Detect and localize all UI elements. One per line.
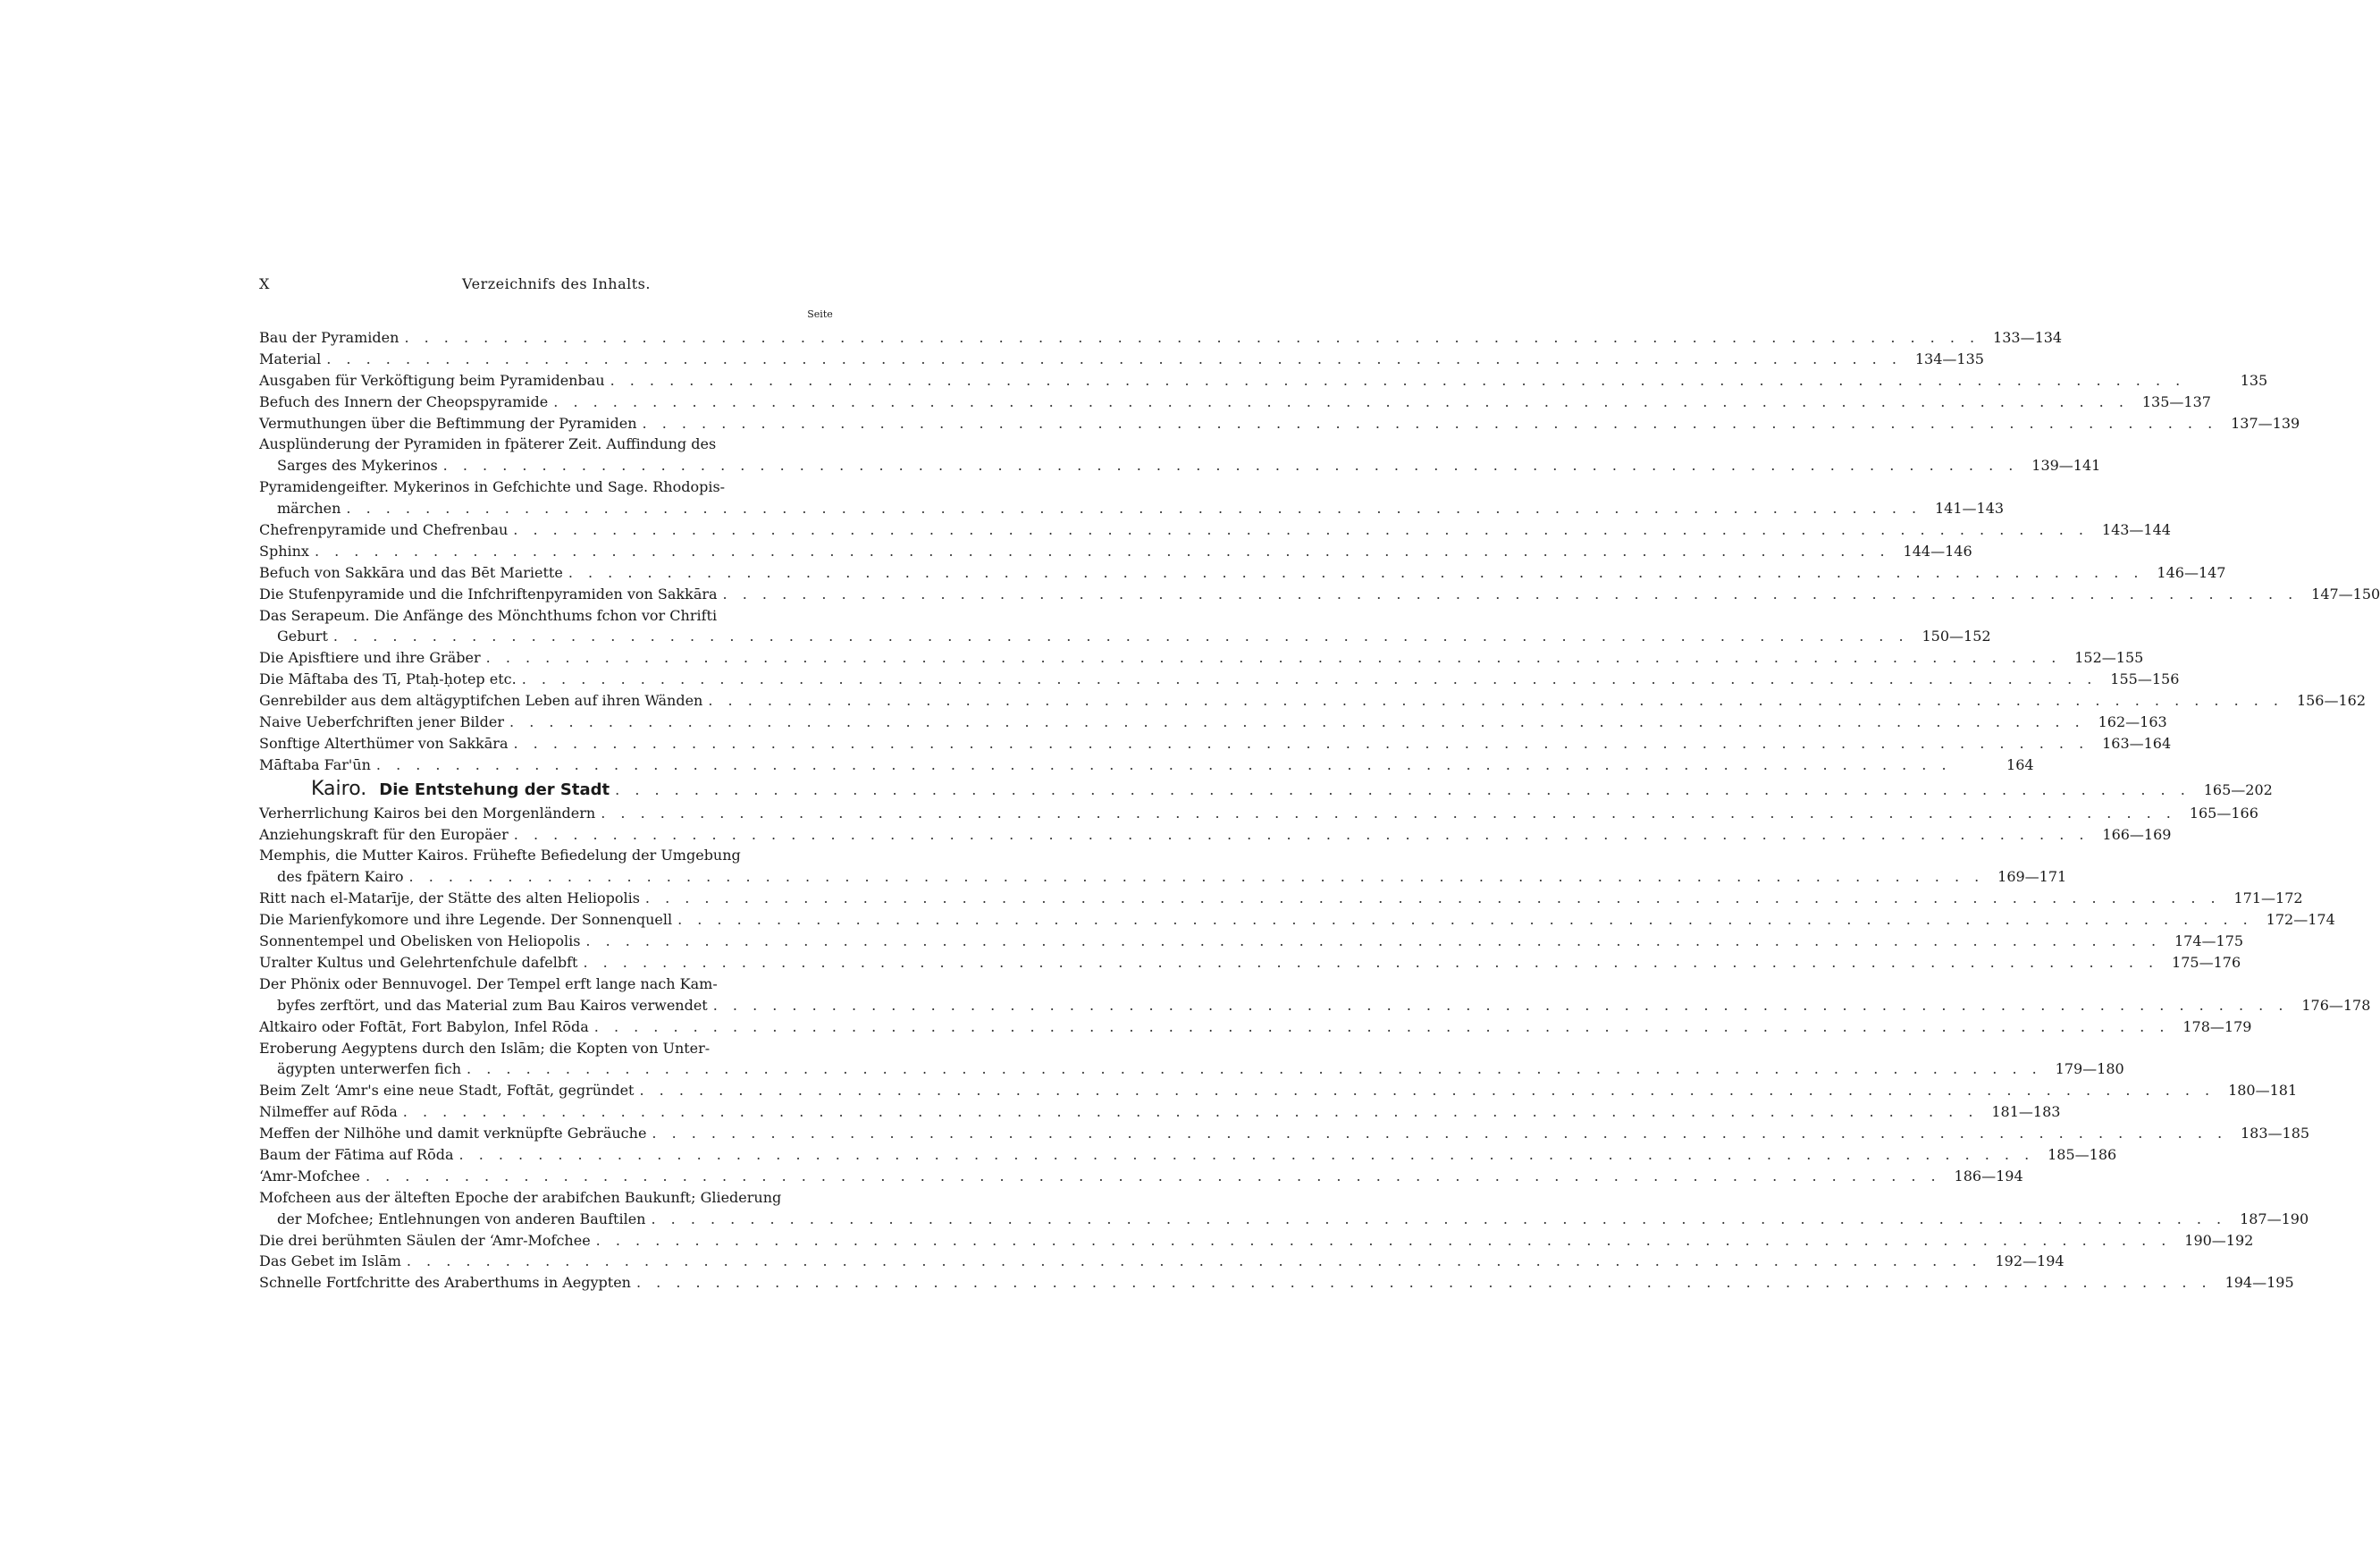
dot-leader: . . . . . . . . . . . . . . . . . . . . . . . . . . . . . . . . . . . . . . . . . . . . . . . . . . . . . . . . . . . . . . . . . . . . . . . . . . . . . . . . [712, 996, 2289, 1014]
dot-leader: . . . . . . . . . . . . . . . . . . . . . . . . . . . . . . . . . . . . . . . . . . . . . . . . . . . . . . . . . . . . . . . . . . . . . . . . . . . . . . . . [651, 1210, 2227, 1227]
toc-entry-pages: 141—143 [1935, 500, 2005, 518]
dot-leader: . . . . . . . . . . . . . . . . . . . . . . . . . . . . . . . . . . . . . . . . . . . . . . . . . . . . . . . . . . . . . . . . . . . . . . . . . . . . . . . . [708, 692, 2284, 710]
toc-line-wrapped [259, 434, 854, 455]
dot-leader: . . . . . . . . . . . . . . . . . . . . . . . . . . . . . . . . . . . . . . . . . . . . . . . . . . . . . . . . . . . . . . . . . . . . . . . . . . . . . . . . [406, 1252, 1982, 1270]
dot-leader: . . . . . . . . . . . . . . . . . . . . . . . . . . . . . . . . . . . . . . . . . . . . . . . . . . . . . . . . . . . . . . . . . . . . . . . . . . . . . . . . [442, 457, 2019, 475]
toc-entry-text: Baum der Fātima auf Rōda [259, 1145, 454, 1163]
toc-entry-text: Geburt [277, 628, 328, 645]
toc-entry-pages: 174—175 [2174, 932, 2244, 950]
toc-entry [259, 413, 2300, 434]
page-column-label: Seite [807, 308, 833, 320]
dot-leader: . . . . . . . . . . . . . . . . . . . . . . . . . . . . . . . . . . . . . . . . . . . . . . . . . . . . . . . . . . . . . . . . . . . . . . . . . . . . . . . . [513, 734, 2090, 752]
dot-leader: . . . . . . . . . . . . . . . . . . . . . . . . . . . . . . . . . . . . . . . . . . . . . . . . . . . . . . . . . . . . . . . . . . . . . . . . . . . . . . . . [677, 911, 2253, 929]
dot-leader: . . . . . . . . . . . . . . . . . . . . . . . . . . . . . . . . . . . . . . . . . . . . . . . . . . . . . . . . . . . . . . . . . . . . . . . . . . . . . . . . [635, 1274, 2212, 1292]
dot-leader: . . . . . . . . . . . . . . . . . . . . . . . . . . . . . . . . . . . . . . . . . . . . . . . . . . . . . . . . . . . . . . . . . . . . . . . . . . . . . . . . [513, 521, 2089, 539]
toc-entry-pages: 165—166 [2189, 804, 2258, 822]
toc-entry-text: Der Phönix oder Bennuvogel. Der Tempel erft lange nach Kam- [259, 974, 718, 992]
toc-entry-text: Chefrenpyramide und Chefrenbau [259, 521, 509, 539]
dot-leader: . . . . . . . . . . . . . . . . . . . . . . . . . . . . . . . . . . . . . . . . . . . . . . . . . . . . . . . . . . . . . . . . . . . . . . . . . . . . . . . . [375, 755, 1952, 773]
toc-entry [259, 647, 2144, 669]
dot-leader: . . . . . . . . . . . . . . . . . . . . . . . . . . . . . . . . . . . . . . . . . . . . . . . . . . . . . . . . . . . . . . . . . . . . . . . . . . . . . . . . [644, 889, 2221, 907]
toc-entry-pages: 178—179 [2182, 1017, 2252, 1035]
dot-leader: . . . . . . . . . . . . . . . . . . . . . . . . . . . . . . . . . . . . . . . . . . . . . . . . . . . . . . . . . . . . . . . . . . . . . . . . . . . . . . . . [595, 1231, 2172, 1249]
toc-entry-text: Māftaba Far'ūn [259, 755, 371, 773]
section-heading [259, 776, 2273, 803]
toc-entry-pages: 171—172 [2233, 889, 2303, 907]
toc-entry-pages: 135 [2240, 371, 2268, 389]
toc-entry [259, 1123, 2310, 1144]
toc-entry-pages: 146—147 [2157, 563, 2226, 581]
toc-entry-text: Schnelle Fortfchritte des Araberthums in Aegypten [259, 1274, 631, 1292]
toc-line-wrapped [259, 974, 854, 995]
toc-line-wrapped [259, 476, 854, 498]
dot-leader: . . . . . . . . . . . . . . . . . . . . . . . . . . . . . . . . . . . . . . . . . . . . . . . . . . . . . . . . . . . . . . . . . . . . . . . . . . . . . . . . [639, 1082, 2216, 1100]
toc-entry-text: Die drei berühmten Säulen der ‘Amr-Mofchee [259, 1231, 591, 1249]
dot-leader: . . . . . . . . . . . . . . . . . . . . . . . . . . . . . . . . . . . . . . . . . . . . . . . . . . . . . . . . . . . . . . . . . . . . . . . . . . . . . . . . [326, 350, 1902, 367]
toc-entry-pages: 163—164 [2102, 734, 2172, 752]
table-of-contents [259, 327, 2380, 1294]
toc-entry [259, 1058, 2124, 1080]
toc-entry-pages: 175—176 [2172, 953, 2241, 971]
toc-entry [259, 712, 2167, 733]
dot-leader: . . . . . . . . . . . . . . . . . . . . . . . . . . . . . . . . . . . . . . . . . . . . . . . . . . . . . . . . . . . . . . . . . . . . . . . . . . . . . . . . [365, 1167, 1941, 1184]
dot-leader: . . . . . . . . . . . . . . . . . . . . . . . . . . . . . . . . . . . . . . . . . . . . . . . . . . . . . . . . . . . . . . . . . . . . . . . . . . . . . . . . [583, 953, 2159, 971]
toc-entry-text: Sonftige Alterthümer von Sakkāra [259, 734, 509, 752]
toc-entry-text: der Mofchee; Entlehnungen von anderen Bauftilen [277, 1210, 646, 1227]
toc-line-wrapped [259, 1187, 854, 1209]
toc-entry-pages: 176—178 [2301, 996, 2371, 1014]
toc-entry-pages: 179—180 [2055, 1060, 2124, 1078]
toc-entry-text: Das Serapeum. Die Anfänge des Mönchthums fchon vor Chrifti [259, 606, 718, 624]
toc-entry [259, 1209, 2309, 1230]
dot-leader: . . . . . . . . . . . . . . . . . . . . . . . . . . . . . . . . . . . . . . . . . . . . . . . . . . . . . . . . . . . . . . . . . . . . . . . . . . . . . . . . [513, 825, 2090, 843]
toc-entry-pages: 156—162 [2296, 692, 2367, 710]
toc-entry-text: Die Marienfykomore und ihre Legende. Der Sonnenquell [259, 911, 673, 929]
toc-entry-pages: 187—190 [2240, 1210, 2309, 1227]
running-title: Verzeichnifs des Inhalts. [462, 275, 651, 292]
toc-entry [259, 541, 1972, 562]
toc-entry-pages: 190—192 [2184, 1231, 2254, 1249]
toc-entry-pages: 143—144 [2101, 521, 2171, 539]
toc-entry [259, 1251, 2065, 1272]
toc-entry-text: Befuch des Innern der Cheopspyramide [259, 392, 549, 410]
dot-leader: . . . . . . . . . . . . . . . . . . . . . . . . . . . . . . . . . . . . . . . . . . . . . . . . . . . . . . . . . . . . . . . . . . . . . . . . . . . . . . . . [467, 1060, 2042, 1078]
toc-entry-pages: 134—135 [1914, 350, 1984, 367]
toc-entry-pages: 165—202 [2203, 780, 2273, 798]
toc-entry-text: Bau der Pyramiden [259, 329, 399, 346]
toc-line-wrapped [259, 605, 854, 627]
toc-entry [259, 562, 2226, 584]
toc-entry-text: Sonnentempel und Obelisken von Heliopolis [259, 932, 581, 950]
dot-leader: . . . . . . . . . . . . . . . . . . . . . . . . . . . . . . . . . . . . . . . . . . . . . . . . . . . . . . . . . . . . . . . . . . . . . . . . . . . . . . . . [404, 329, 1981, 346]
toc-entry [259, 1144, 2117, 1166]
toc-entry-pages: 144—146 [1903, 542, 1972, 560]
dot-leader: . . . . . . . . . . . . . . . . . . . . . . . . . . . . . . . . . . . . . . . . . . . . . . . . . . . . . . . . . . . . . . . . . . . . . . . . . . . . . . . . [458, 1145, 2035, 1163]
toc-entry-pages: 169—171 [1997, 868, 2067, 886]
toc-entry [259, 669, 2180, 690]
toc-entry [259, 1101, 2061, 1123]
toc-entry-text: Naive Ueberfchriften jener Bilder [259, 713, 505, 731]
toc-entry-text: Sarges des Mykerinos [277, 457, 438, 475]
toc-entry [259, 1016, 2252, 1038]
toc-entry-pages: 162—163 [2098, 713, 2167, 731]
toc-entry [259, 952, 2241, 974]
toc-entry [259, 1272, 2294, 1294]
toc-entry-text: Anziehungskraft für den Europäer [259, 825, 509, 843]
toc-entry-text: Befuch von Sakkāra und das Bēt Mariette [259, 563, 563, 581]
toc-entry [259, 803, 2258, 824]
toc-entry-pages: 172—174 [2266, 911, 2335, 929]
toc-entry-pages: 180—181 [2228, 1082, 2298, 1100]
toc-entry-pages: 137—139 [2231, 414, 2300, 432]
dot-leader: . . . . . . . . . . . . . . . . . . . . . . . . . . . . . . . . . . . . . . . . . . . . . . . . . . . . . . . . . . . . . . . . . . . . . . . . . . . . . . . . [402, 1103, 1979, 1121]
toc-entry [259, 370, 2268, 392]
toc-entry-text: Genrebilder aus dem altägyptifchen Leben auf ihren Wänden [259, 692, 703, 710]
toc-entry-pages: 133—134 [1993, 329, 2063, 346]
toc-entry-text: Mofcheen aus der älteften Epoche der arabifchen Baukunft; Gliederung [259, 1188, 782, 1206]
dot-leader: . . . . . . . . . . . . . . . . . . . . . . . . . . . . . . . . . . . . . . . . . . . . . . . . . . . . . . . . . . . . . . . . . . . . . . . . . . . . . . . . [346, 500, 1922, 518]
dot-leader: . . . . . . . . . . . . . . . . . . . . . . . . . . . . . . . . . . . . . . . . . . . . . . . . . . . . . . . . . . . . . . . . . . . . . . . . . . . . . . . . [521, 670, 2098, 688]
toc-entry [259, 690, 2367, 712]
running-head [259, 275, 854, 297]
section-heading-sub: Die Entstehung der Stadt [379, 780, 610, 799]
toc-entry-text: Nilmeffer auf Rōda [259, 1103, 398, 1121]
toc-entry-pages: 152—155 [2074, 649, 2144, 667]
toc-entry [259, 327, 2063, 349]
dot-leader: . . . . . . . . . . . . . . . . . . . . . . . . . . . . . . . . . . . . . . . . . . . . . . . . . . . . . . . . . . . . . . . . . . . . . . . . . . . . . . . . [408, 868, 1985, 886]
toc-entry [259, 909, 2335, 931]
dot-leader: . . . . . . . . . . . . . . . . . . . . . . . . . . . . . . . . . . . . . . . . . . . . . . . . . . . . . . . . . . . . . . . . . . . . . . . . . . . . . . . . [642, 414, 2218, 432]
toc-entry-pages: 150—152 [1922, 628, 1991, 645]
toc-entry-text: Material [259, 350, 322, 367]
toc-entry [259, 1230, 2254, 1252]
toc-entry-text: Die Stufenpyramide und die Infchriftenpyramiden von Sakkāra [259, 585, 718, 603]
toc-entry-text: Meffen der Nilhöhe und damit verknüpfte Gebräuche [259, 1125, 647, 1142]
dot-leader: . . . . . . . . . . . . . . . . . . . . . . . . . . . . . . . . . . . . . . . . . . . . . . . . . . . . . . . . . . . . . . . . . . . . . . . . . . . . . . . . [509, 713, 2085, 731]
toc-entry [259, 1166, 2023, 1187]
toc-entry [259, 392, 2211, 413]
toc-entry [259, 866, 2067, 888]
dot-leader: . . . . . . . . . . . . . . . . . . . . . . . . . . . . . . . . . . . . . . . . . . . . . . . . . . . . . . . . . . . . . . . . . . . . . . . . . . . . . . . . [568, 563, 2144, 581]
page-folio: X [259, 275, 270, 292]
section-heading-text [259, 776, 610, 804]
toc-line-wrapped [259, 845, 854, 866]
dot-leader: . . . . . . . . . . . . . . . . . . . . . . . . . . . . . . . . . . . . . . . . . . . . . . . . . . . . . . . . . . . . . . . . . . . . . . . . . . . . . . . . [615, 780, 2191, 798]
toc-entry [259, 498, 2005, 519]
toc-entry [259, 455, 2101, 476]
toc-entry-pages: 147—150 [2311, 585, 2380, 603]
toc-entry-pages: 135—137 [2141, 392, 2211, 410]
toc-entry-text: Ritt nach el-Matarīje, der Stätte des alten Heliopolis [259, 889, 640, 907]
toc-entry-text: Eroberung Aegyptens durch den Islām; die Kopten von Unter- [259, 1039, 711, 1057]
toc-line-wrapped [259, 1038, 854, 1059]
dot-leader: . . . . . . . . . . . . . . . . . . . . . . . . . . . . . . . . . . . . . . . . . . . . . . . . . . . . . . . . . . . . . . . . . . . . . . . . . . . . . . . . [585, 932, 2162, 950]
toc-entry-text: Ausgaben für Verköftigung beim Pyramidenbau [259, 371, 605, 389]
dot-leader: . . . . . . . . . . . . . . . . . . . . . . . . . . . . . . . . . . . . . . . . . . . . . . . . . . . . . . . . . . . . . . . . . . . . . . . . . . . . . . . . [601, 804, 2176, 822]
toc-entry-text: Beim Zelt ‘Amr's eine neue Stadt, Foftāt, gegründet [259, 1082, 635, 1100]
toc-entry-pages: 166—169 [2102, 825, 2172, 843]
toc-entry [259, 995, 2371, 1016]
toc-entry-pages: 186—194 [1954, 1167, 2023, 1184]
toc-entry-pages: 185—186 [2048, 1145, 2117, 1163]
dot-leader: . . . . . . . . . . . . . . . . . . . . . . . . . . . . . . . . . . . . . . . . . . . . . . . . . . . . . . . . . . . . . . . . . . . . . . . . . . . . . . . . [593, 1017, 2170, 1035]
dot-leader: . . . . . . . . . . . . . . . . . . . . . . . . . . . . . . . . . . . . . . . . . . . . . . . . . . . . . . . . . . . . . . . . . . . . . . . . . . . . . . . . [722, 585, 2299, 603]
toc-entry-pages: 155—156 [2110, 670, 2180, 688]
toc-entry-pages: 164 [2006, 755, 2034, 773]
toc-entry [259, 349, 1984, 370]
toc-entry [259, 733, 2172, 754]
dot-leader: . . . . . . . . . . . . . . . . . . . . . . . . . . . . . . . . . . . . . . . . . . . . . . . . . . . . . . . . . . . . . . . . . . . . . . . . . . . . . . . . [610, 371, 2186, 389]
toc-entry-text: Die Māftaba des Tī, Ptaḥ-ḥotep etc. [259, 670, 517, 688]
toc-entry-pages: 192—194 [1995, 1252, 2065, 1270]
toc-entry-pages: 139—141 [2031, 457, 2101, 475]
dot-leader: . . . . . . . . . . . . . . . . . . . . . . . . . . . . . . . . . . . . . . . . . . . . . . . . . . . . . . . . . . . . . . . . . . . . . . . . . . . . . . . . [652, 1125, 2228, 1142]
toc-entry-text: byfes zerftört, und das Material zum Bau Kairos verwendet [277, 996, 708, 1014]
toc-entry-text: Verherrlichung Kairos bei den Morgenländern [259, 804, 596, 822]
toc-entry [259, 584, 2380, 605]
toc-entry [259, 626, 1991, 647]
toc-entry [259, 1080, 2298, 1101]
toc-entry-pages: 181—183 [1991, 1103, 2061, 1121]
toc-entry-text: Memphis, die Mutter Kairos. Frühefte Befiedelung der Umgebung [259, 847, 741, 864]
toc-entry-text: märchen [277, 500, 341, 518]
section-heading-main: Kairo. [311, 777, 367, 800]
toc-entry-text: ägypten unterwerfen fich [277, 1060, 462, 1078]
toc-entry-text: Altkairo oder Foftāt, Fort Babylon, Infel Rōda [259, 1017, 589, 1035]
dot-leader: . . . . . . . . . . . . . . . . . . . . . . . . . . . . . . . . . . . . . . . . . . . . . . . . . . . . . . . . . . . . . . . . . . . . . . . . . . . . . . . . [485, 649, 2062, 667]
toc-entry [259, 754, 2034, 776]
toc-entry-text: Vermuthungen über die Beftimmung der Pyramiden [259, 414, 637, 432]
toc-entry-text: Die Apisftiere und ihre Gräber [259, 649, 481, 667]
toc-entry-text: Das Gebet im Islām [259, 1252, 401, 1270]
dot-leader: . . . . . . . . . . . . . . . . . . . . . . . . . . . . . . . . . . . . . . . . . . . . . . . . . . . . . . . . . . . . . . . . . . . . . . . . . . . . . . . . [314, 542, 1890, 560]
toc-entry [259, 519, 2171, 541]
toc-entry-text: ‘Amr-Mofchee [259, 1167, 360, 1184]
toc-entry-text: Sphinx [259, 542, 309, 560]
toc-entry-text: Uralter Kultus und Gelehrtenfchule dafelbft [259, 953, 578, 971]
toc-entry-text: Pyramidengeifter. Mykerinos in Gefchichte und Sage. Rhodopis- [259, 478, 726, 496]
toc-entry-pages: 194—195 [2224, 1274, 2294, 1292]
toc-entry [259, 931, 2244, 952]
dot-leader: . . . . . . . . . . . . . . . . . . . . . . . . . . . . . . . . . . . . . . . . . . . . . . . . . . . . . . . . . . . . . . . . . . . . . . . . . . . . . . . . [332, 628, 1909, 645]
toc-entry [259, 888, 2303, 909]
toc-entry-text: des fpätern Kairo [277, 868, 404, 886]
toc-entry [259, 824, 2172, 846]
dot-leader: . . . . . . . . . . . . . . . . . . . . . . . . . . . . . . . . . . . . . . . . . . . . . . . . . . . . . . . . . . . . . . . . . . . . . . . . . . . . . . . . [553, 392, 2129, 410]
toc-entry-text: Ausplünderung der Pyramiden in fpäterer Zeit. Auffindung des [259, 435, 717, 453]
toc-entry-pages: 183—185 [2241, 1125, 2310, 1142]
